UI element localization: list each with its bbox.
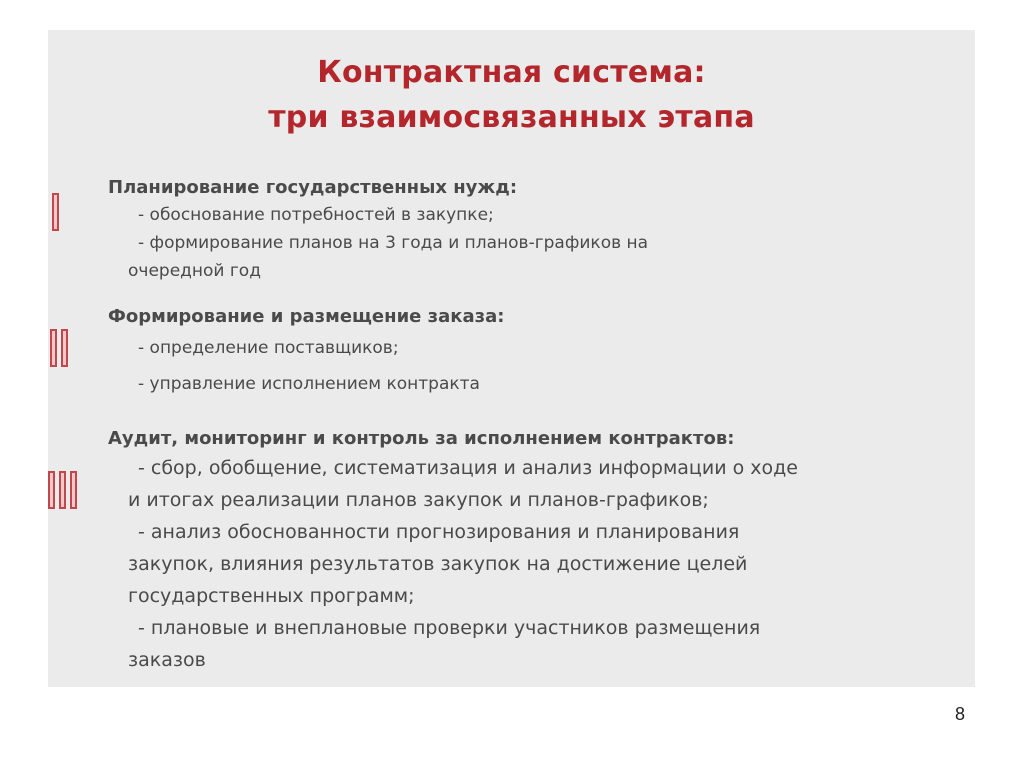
roman-bar-icon <box>70 471 77 509</box>
section-ordering <box>108 304 968 402</box>
section-heading: Планирование государственных нужд: <box>108 177 518 198</box>
page-number: 8 <box>954 704 965 724</box>
section-heading: Формирование и размещение заказа: <box>108 306 505 327</box>
title-line-1: Контрактная система: <box>317 55 706 90</box>
section-heading: Аудит, мониторинг и контроль за исполнением контрактов: <box>108 428 735 449</box>
slide-image <box>48 30 975 687</box>
stage-1-marker <box>52 193 59 231</box>
list-item: - управление исполнением контракта <box>138 374 480 394</box>
roman-bar-icon <box>61 329 68 367</box>
list-item: заказов <box>128 649 206 671</box>
roman-bar-icon <box>50 329 57 367</box>
section-audit <box>108 426 968 676</box>
list-item: - сбор, обобщение, систематизация и анализ информации о ходе <box>138 457 798 479</box>
stage-2-marker <box>50 329 68 367</box>
list-item: - формирование планов на 3 года и планов-графиков на <box>138 233 649 253</box>
list-item: и итогах реализации планов закупок и планов-графиков; <box>128 489 709 511</box>
section-planning <box>108 175 968 285</box>
list-item: - анализ обоснованности прогнозирования и планирования <box>138 521 740 543</box>
stage-3-marker <box>48 471 77 509</box>
roman-bar-icon <box>59 471 66 509</box>
list-item: - плановые и внеплановые проверки участников размещения <box>138 617 761 639</box>
list-item: государственных программ; <box>128 585 415 607</box>
list-item: очередной год <box>128 261 261 281</box>
roman-bar-icon <box>52 193 59 231</box>
list-item: - обоснование потребностей в закупке; <box>138 205 494 225</box>
slide-title <box>48 50 975 140</box>
list-item: закупок, влияния результатов закупок на достижение целей <box>128 553 748 575</box>
list-item: - определение поставщиков; <box>138 338 399 358</box>
title-line-2: три взаимосвязанных этапа <box>268 100 755 135</box>
roman-bar-icon <box>48 471 55 509</box>
